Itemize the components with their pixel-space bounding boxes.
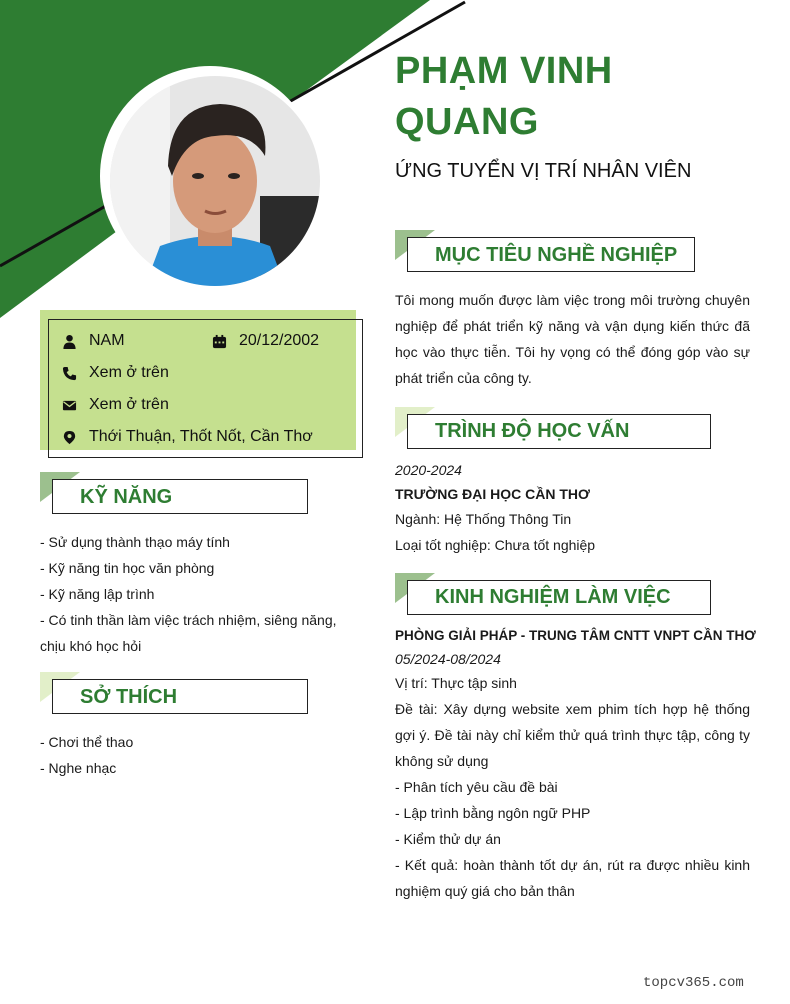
list-item: - Sử dụng thành thạo máy tính <box>40 534 230 550</box>
address-value: Thới Thuận, Thốt Nốt, Cần Thơ <box>89 428 313 445</box>
phone-row <box>62 364 169 382</box>
experience-title: KINH NGHIỆM LÀM VIỆC <box>435 586 671 608</box>
applied-position: ỨNG TUYỂN VỊ TRÍ NHÂN VIÊN <box>395 160 692 182</box>
education-period: 2020-2024 <box>395 462 462 478</box>
education-title: TRÌNH ĐỘ HỌC VẤN <box>435 420 630 442</box>
experience-company: PHÒNG GIẢI PHÁP - TRUNG TÂM CNTT VNPT CẦN THƠ <box>395 628 756 643</box>
education-grade: Loại tốt nghiệp: Chưa tốt nghiệp <box>395 537 596 553</box>
email-value: Xem ở trên <box>89 396 169 413</box>
list-item: - Phân tích yêu cầu đề bài <box>395 779 558 795</box>
education-body <box>395 458 750 558</box>
gender-row <box>62 332 125 350</box>
list-item: - Lập trình bằng ngôn ngữ PHP <box>395 805 591 821</box>
birthday-value: 20/12/2002 <box>239 332 320 349</box>
list-item: - Có tinh thần làm việc trách nhiệm, siêng năng, chịu khó học hỏi <box>40 612 337 654</box>
experience-body <box>395 624 756 904</box>
calendar-icon <box>212 334 227 349</box>
list-item: - Kỹ năng lập trình <box>40 586 155 602</box>
list-item: - Kết quả: hoàn thành tốt dự án, rút ra được nhiều kinh nghiệm quý giá cho bản thân <box>395 857 750 899</box>
education-school: TRƯỜNG ĐẠI HỌC CẦN THƠ <box>395 486 590 502</box>
avatar <box>110 76 320 286</box>
birthday-row <box>212 332 319 350</box>
footer-watermark: topcv365.com <box>643 975 744 991</box>
objective-title: MỤC TIÊU NGHỀ NGHIỆP <box>435 244 678 266</box>
person-icon <box>62 334 77 349</box>
list-item: - Kiểm thử dự án <box>395 831 501 847</box>
phone-value: Xem ở trên <box>89 364 169 381</box>
candidate-name: PHẠM VINH QUANG <box>395 50 613 143</box>
list-item: - Nghe nhạc <box>40 760 117 776</box>
experience-topic: Đề tài: Xây dựng website xem phim tích hợp hệ thống gợi ý. Đề tài này chỉ kiểm thử quá trình thực tập, công ty không sử dụng <box>395 701 750 769</box>
gender-value: NAM <box>89 332 125 349</box>
skills-title: KỸ NĂNG <box>80 486 173 508</box>
email-row <box>62 396 169 414</box>
skills-list <box>40 529 340 659</box>
location-icon <box>62 430 77 445</box>
education-major: Ngành: Hệ Thống Thông Tin <box>395 511 572 527</box>
address-row <box>62 428 313 446</box>
hobbies-list <box>40 729 340 781</box>
experience-role: Vị trí: Thực tập sinh <box>395 675 517 691</box>
email-icon <box>62 398 77 413</box>
list-item: - Kỹ năng tin học văn phòng <box>40 560 215 576</box>
experience-period: 05/2024-08/2024 <box>395 651 501 667</box>
hobbies-title: SỞ THÍCH <box>80 686 178 708</box>
list-item: - Chơi thể thao <box>40 734 134 750</box>
phone-icon <box>62 366 77 381</box>
objective-text: Tôi mong muốn được làm việc trong môi trường chuyên nghiệp để phát triển kỹ năng và vận dụng kiến thức đã học vào thực tiễn. Tôi hy vọng có thể đóng góp vào sự phát triển của công ty. <box>395 292 750 386</box>
